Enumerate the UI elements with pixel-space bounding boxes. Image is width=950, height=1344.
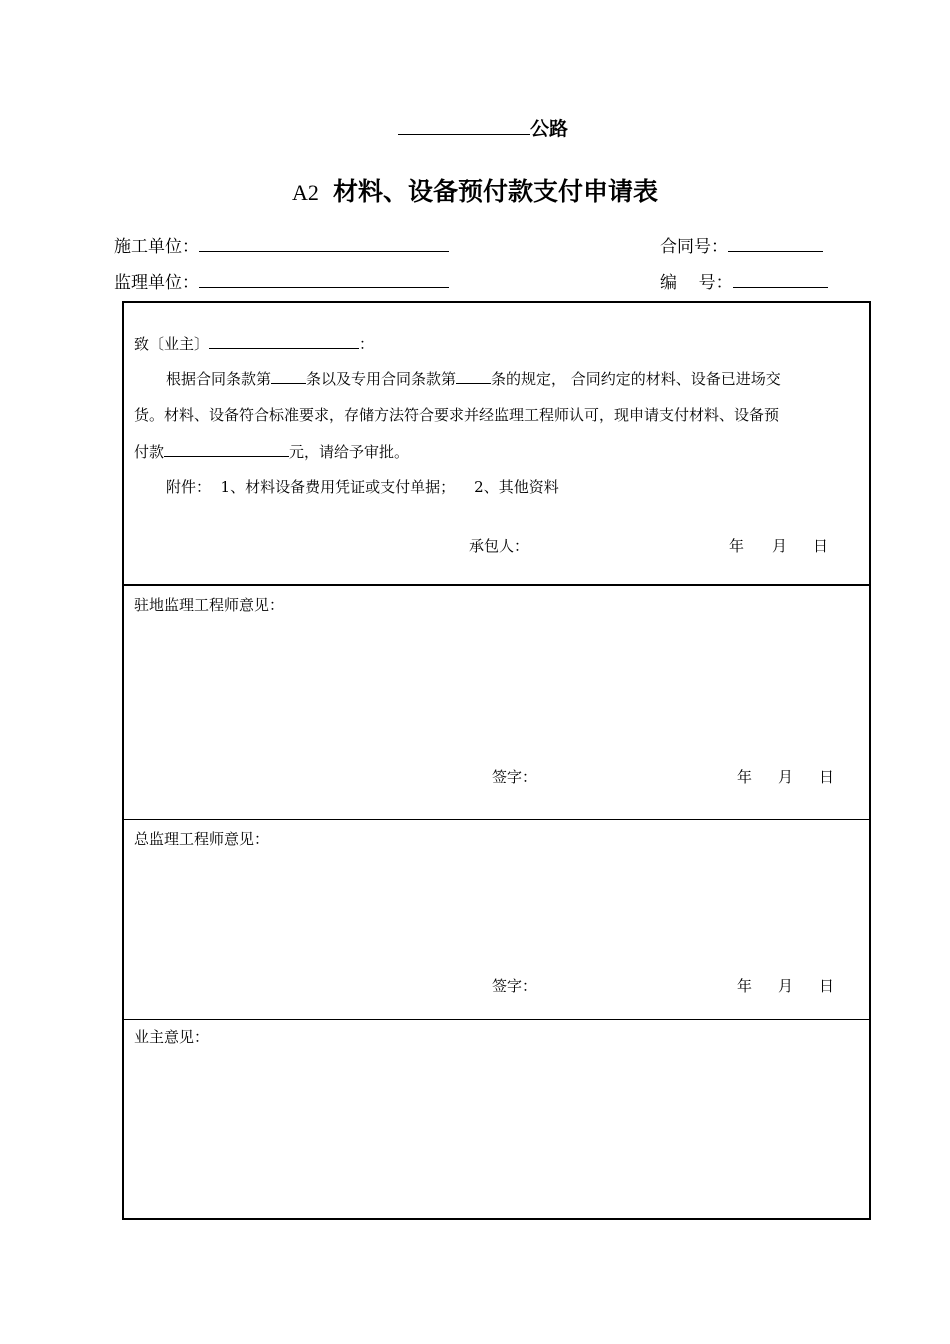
resident-engineer-date [737, 766, 834, 787]
paragraph-line-1 [166, 368, 781, 389]
contract-no-label: 合同号： [660, 237, 728, 257]
p1-text-b: 条以及专用合同条款第 [306, 370, 457, 388]
resident-engineer-sign-label: 签字： [492, 768, 538, 786]
contractor-date [729, 535, 828, 556]
construction-unit-label: 施工单位： [114, 237, 199, 257]
p3-text-a: 付款 [134, 443, 165, 461]
attachments-line: 附件： 1、材料设备费用凭证或支付单据； 2、其他资料 [166, 478, 559, 496]
clause-no-field[interactable] [271, 368, 306, 384]
chief-engineer-date [737, 975, 834, 996]
addressee-label: 致〔业主〕 [134, 335, 210, 353]
p1-text-c: 条的规定， 合同约定的材料、设备已进场交 [491, 370, 781, 388]
application-form [122, 301, 871, 1220]
date-month: 月 [778, 768, 794, 786]
p1-text-a: 根据合同条款第 [166, 370, 272, 388]
construction-unit-field[interactable] [199, 233, 449, 252]
supervision-unit-row [114, 268, 449, 293]
date-day: 日 [813, 537, 829, 555]
resident-engineer-label: 驻地监理工程师意见： [134, 596, 285, 614]
p3-text-b: 元，请给予审批。 [289, 443, 410, 461]
contract-no-row [660, 232, 823, 257]
chief-engineer-section [124, 820, 869, 1020]
date-month: 月 [772, 537, 788, 555]
title-code: A2 [292, 180, 319, 205]
serial-no-label: 编 号： [660, 273, 733, 293]
construction-unit-row [114, 232, 449, 257]
serial-no-field[interactable] [733, 269, 828, 288]
paragraph-line-3 [134, 441, 409, 462]
paragraph-line-2: 货。材料、设备符合标准要求，存储方法符合要求并经监理工程师认可，现申请支付材料、设备预 [134, 406, 780, 424]
addressee-line [134, 333, 374, 354]
date-year: 年 [737, 977, 753, 995]
contract-no-field[interactable] [728, 233, 823, 252]
road-name-blank[interactable] [398, 112, 530, 135]
date-year: 年 [737, 768, 753, 786]
owner-name-field[interactable] [209, 333, 359, 349]
supervision-unit-field[interactable] [199, 269, 449, 288]
date-year: 年 [729, 537, 745, 555]
serial-no-row [660, 268, 828, 293]
application-section [124, 303, 869, 586]
road-suffix: 公路 [530, 118, 569, 140]
amount-field[interactable] [164, 441, 289, 457]
special-clause-no-field[interactable] [456, 368, 491, 384]
owner-opinion-label: 业主意见： [134, 1028, 210, 1046]
chief-engineer-sign-label: 签字： [492, 977, 538, 995]
title-text: 材料、设备预付款支付申请表 [332, 177, 658, 206]
road-name-line [398, 112, 568, 141]
resident-engineer-section [124, 586, 869, 820]
date-month: 月 [778, 977, 794, 995]
addressee-colon: ： [359, 335, 375, 353]
date-day: 日 [819, 977, 835, 995]
contractor-label: 承包人： [469, 537, 530, 555]
date-day: 日 [819, 768, 835, 786]
chief-engineer-label: 总监理工程师意见： [134, 830, 270, 848]
page-title [0, 172, 950, 208]
owner-section [124, 1020, 869, 1218]
supervision-unit-label: 监理单位： [114, 273, 199, 293]
